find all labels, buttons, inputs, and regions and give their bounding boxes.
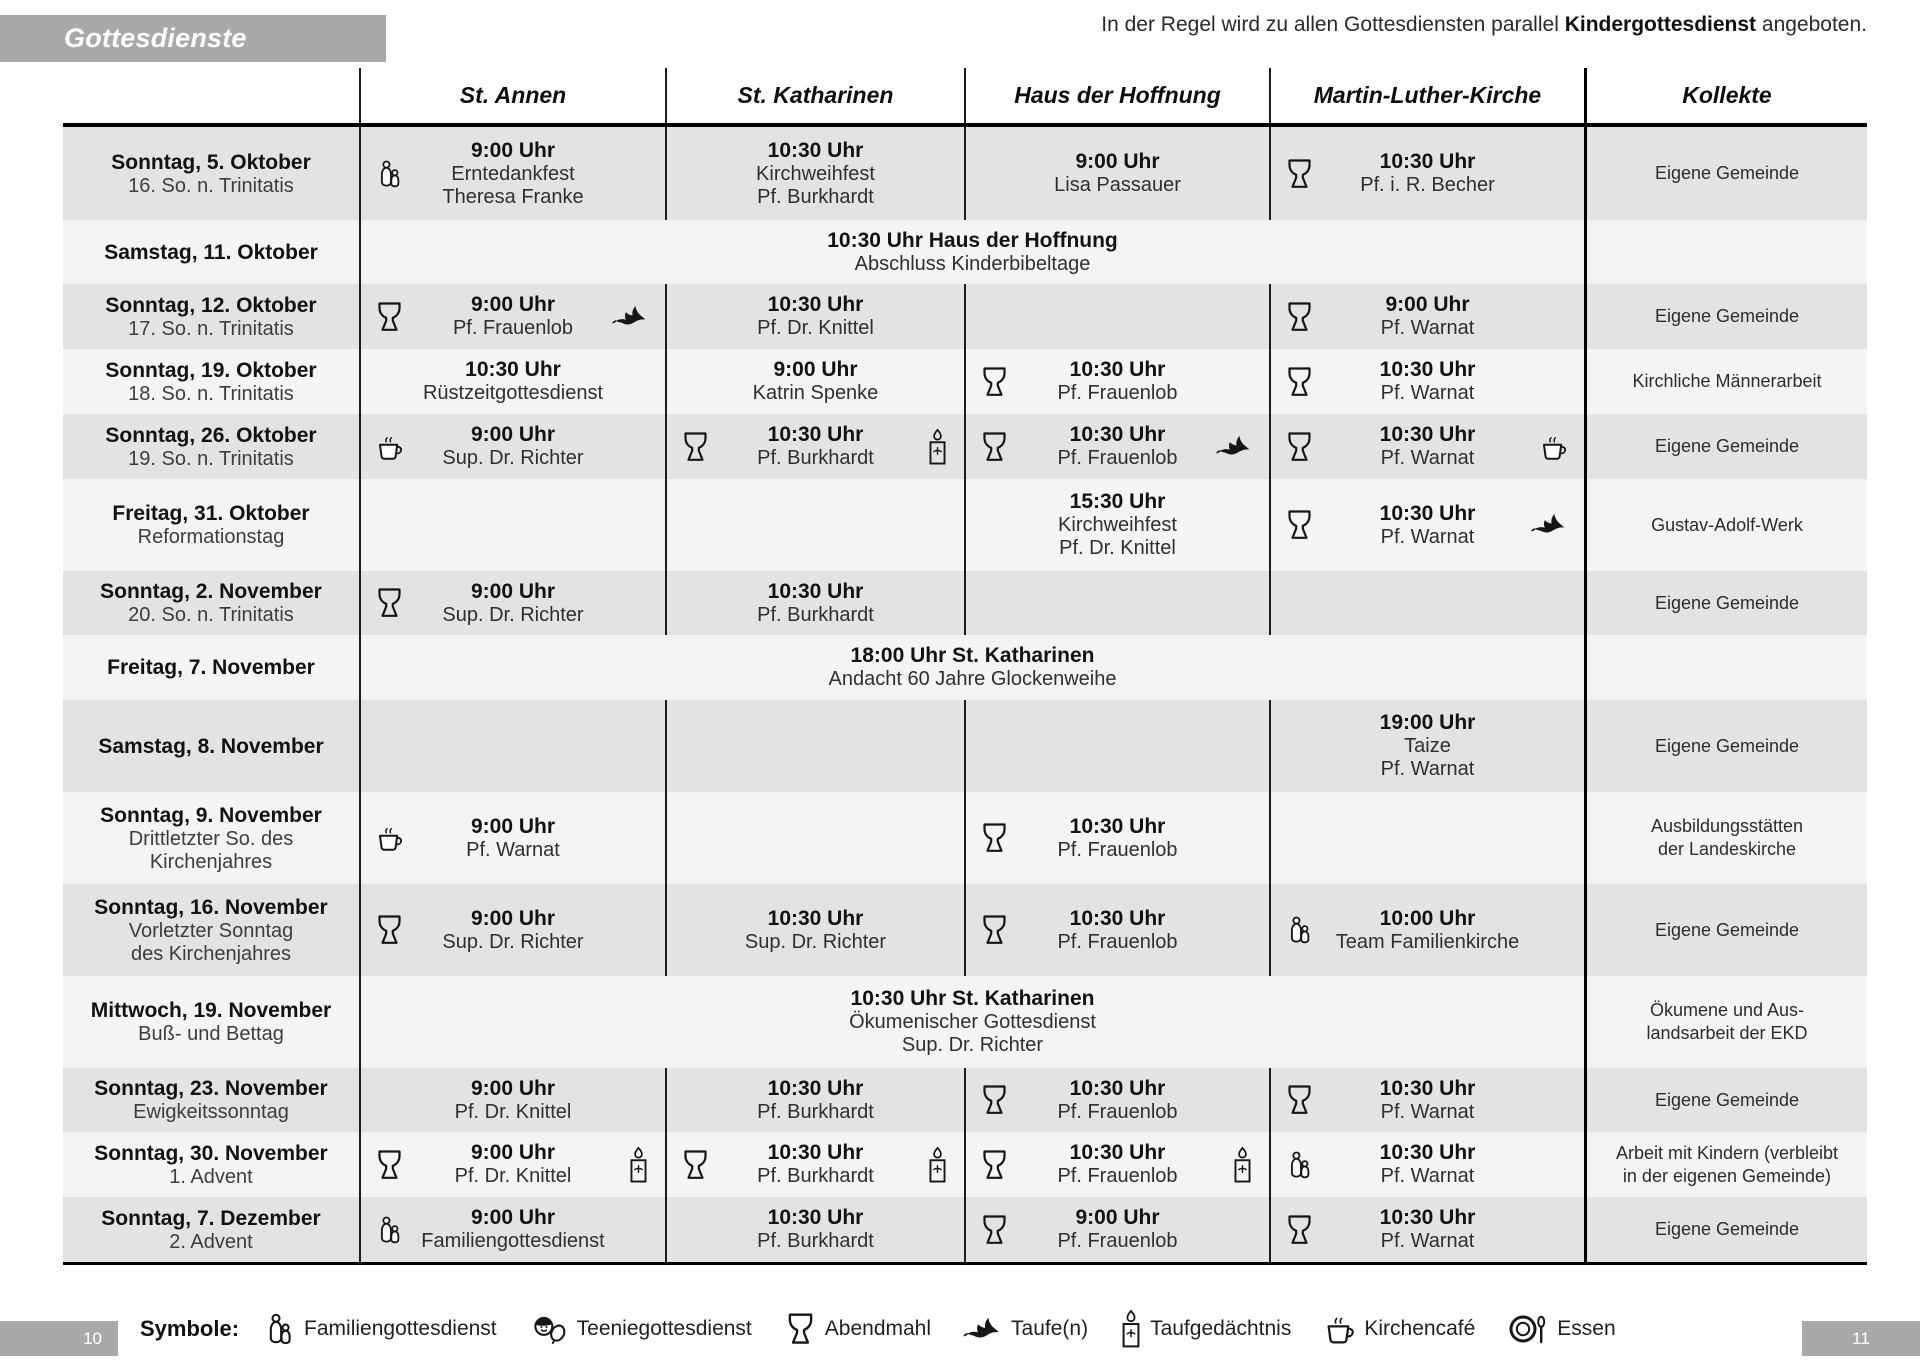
taufgedaechtnis-icon [628, 1146, 649, 1184]
cell-st-katharinen: 10:30 Uhr Kirchweihfest Pf. Burkhardt [665, 127, 964, 220]
cell-st-katharinen: 10:30 Uhr Pf. Burkhardt [665, 1132, 964, 1197]
kirchencafe-icon [1539, 431, 1568, 463]
page-number-right: 11 [1802, 1321, 1920, 1356]
date-cell: Freitag, 31. Oktober Reformationstag [112, 502, 310, 548]
table-row [63, 479, 1867, 571]
abendmahl-icon [980, 822, 1009, 854]
abendmahl-icon [980, 1084, 1009, 1116]
familiengottesdienst-icon [1285, 1149, 1314, 1181]
taufe-icon [963, 1314, 1003, 1345]
date-cell: Mittwoch, 19. November Buß- und Bettag [90, 999, 332, 1045]
cell-martin-luther-kirche: 10:30 Uhr Pf. Warnat [1269, 479, 1584, 571]
cell-st-annen: 9:00 Uhr Pf. Dr. Knittel [359, 1068, 665, 1132]
cell-haus-der-hoffnung: 10:30 Uhr Pf. Frauenlob [964, 1068, 1269, 1132]
taufgedaechtnis-icon [1120, 1309, 1142, 1349]
cell-st-katharinen: 10:30 Uhr Pf. Dr. Knittel [665, 284, 964, 349]
cell-span-all-churches: 10:30 Uhr Haus der Hoffnung Abschluss Kinderbibeltage [359, 220, 1584, 284]
kirchencafe-icon [375, 822, 404, 854]
legend-item: Kirchencafé [1323, 1312, 1475, 1346]
service-schedule-table [63, 68, 1867, 1265]
header-martin-luther-kirche: Martin-Luther-Kirche [1269, 68, 1584, 123]
header-kollekte: Kollekte [1584, 68, 1867, 123]
table-row [63, 414, 1867, 479]
page-number-left: 10 [0, 1321, 118, 1356]
date-cell: Freitag, 7. November [107, 656, 315, 679]
legend-item: Teeniegottesdienst [529, 1313, 752, 1346]
table-row [63, 1068, 1867, 1132]
cell-st-katharinen: 10:30 Uhr Pf. Burkhardt [665, 414, 964, 479]
symbol-legend [140, 1302, 1648, 1356]
abendmahl-icon [375, 1149, 404, 1181]
cell-st-annen [359, 479, 665, 571]
cell-haus-der-hoffnung: 15:30 Uhr Kirchweihfest Pf. Dr. Knittel [964, 479, 1269, 571]
cell-span-all-churches: 10:30 Uhr St. Katharinen Ökumenischer Gottesdienst Sup. Dr. Richter [359, 976, 1584, 1068]
cell-martin-luther-kirche [1269, 571, 1584, 635]
kirchencafe-icon [1323, 1312, 1356, 1346]
table-row [63, 1197, 1867, 1262]
cell-kollekte [1584, 220, 1867, 284]
cell-haus-der-hoffnung: 10:30 Uhr Pf. Frauenlob [964, 884, 1269, 976]
abendmahl-icon [1285, 431, 1314, 463]
cell-st-annen [359, 700, 665, 792]
abendmahl-icon [980, 431, 1009, 463]
cell-st-katharinen [665, 792, 964, 884]
date-cell: Sonntag, 16. November Vorletzter Sonntag des Kirchenjahres [94, 895, 328, 965]
cell-st-katharinen: 10:30 Uhr Pf. Burkhardt [665, 1068, 964, 1132]
cell-kollekte: Eigene Gemeinde [1584, 127, 1867, 220]
table-row-span [63, 220, 1867, 284]
cell-kollekte: Eigene Gemeinde [1584, 700, 1867, 792]
cell-martin-luther-kirche [1269, 792, 1584, 884]
date-cell: Sonntag, 9. November Drittletzter So. des Kirchenjahres [100, 803, 322, 873]
header-date-blank [63, 68, 359, 123]
table-row [63, 792, 1867, 884]
table-row [63, 700, 1867, 792]
header-st-annen: St. Annen [359, 68, 665, 123]
date-cell: Sonntag, 26. Oktober 19. So. n. Trinitatis [105, 423, 317, 470]
cell-st-annen: 9:00 Uhr Familiengottesdienst [359, 1197, 665, 1262]
cell-st-katharinen [665, 479, 964, 571]
abendmahl-icon [1285, 509, 1314, 541]
date-cell: Sonntag, 7. Dezember 2. Advent [101, 1206, 321, 1253]
cell-st-katharinen: 10:30 Uhr Pf. Burkhardt [665, 1197, 964, 1262]
cell-st-katharinen: 10:30 Uhr Sup. Dr. Richter [665, 884, 964, 976]
date-cell: Sonntag, 23. November Ewigkeitssonntag [94, 1077, 328, 1123]
cell-st-annen: 9:00 Uhr Pf. Warnat [359, 792, 665, 884]
teeniegottesdienst-icon [529, 1313, 569, 1346]
cell-st-annen: 9:00 Uhr Sup. Dr. Richter [359, 884, 665, 976]
cell-kollekte: Eigene Gemeinde [1584, 571, 1867, 635]
date-cell: Sonntag, 19. Oktober 18. So. n. Trinitatis [105, 358, 317, 405]
cell-kollekte: Arbeit mit Kindern (verbleibt in der eigenen Gemeinde) [1584, 1132, 1867, 1197]
legend-item: Abendmahl [784, 1312, 931, 1346]
cell-st-annen: 9:00 Uhr Sup. Dr. Richter [359, 571, 665, 635]
cell-haus-der-hoffnung [964, 700, 1269, 792]
cell-kollekte: Ausbildungsstätten der Landeskirche [1584, 792, 1867, 884]
abendmahl-icon [375, 914, 404, 946]
legend-item: Familiengottesdienst [263, 1312, 497, 1346]
taufgedaechtnis-icon [927, 428, 948, 466]
abendmahl-icon [980, 366, 1009, 398]
table-row [63, 284, 1867, 349]
taufe-icon [1216, 432, 1253, 461]
cell-kollekte: Eigene Gemeinde [1584, 414, 1867, 479]
header-st-katharinen: St. Katharinen [665, 68, 964, 123]
cell-st-annen: 9:00 Uhr Erntedankfest Theresa Franke [359, 127, 665, 220]
cell-martin-luther-kirche: 9:00 Uhr Pf. Warnat [1269, 284, 1584, 349]
date-cell: Sonntag, 5. Oktober 16. So. n. Trinitatis [111, 150, 311, 197]
cell-st-katharinen [665, 700, 964, 792]
page-title-text: Gottesdienste [64, 23, 247, 53]
cell-st-annen: 10:30 Uhr Rüstzeitgottesdienst [359, 349, 665, 414]
table-row-span [63, 635, 1867, 700]
date-cell: Sonntag, 12. Oktober 17. So. n. Trinitatis [105, 293, 317, 340]
cell-st-katharinen: 10:30 Uhr Pf. Burkhardt [665, 571, 964, 635]
date-cell: Samstag, 8. November [98, 734, 324, 758]
cell-span-all-churches: 18:00 Uhr St. Katharinen Andacht 60 Jahre Glockenweihe [359, 635, 1584, 700]
table-header-row [63, 68, 1867, 123]
familiengottesdienst-icon [375, 1214, 404, 1246]
abendmahl-icon [980, 1214, 1009, 1246]
cell-martin-luther-kirche: 10:30 Uhr Pf. Warnat [1269, 1197, 1584, 1262]
table-bottom-border [63, 1262, 1867, 1265]
taufe-icon [612, 302, 649, 331]
familiengottesdienst-icon [375, 158, 404, 190]
legend-item: Essen [1507, 1312, 1615, 1346]
cell-martin-luther-kirche: 10:30 Uhr Pf. Warnat [1269, 349, 1584, 414]
cell-kollekte: Eigene Gemeinde [1584, 884, 1867, 976]
cell-kollekte: Eigene Gemeinde [1584, 1197, 1867, 1262]
abendmahl-icon [1285, 1084, 1314, 1116]
date-cell: Sonntag, 30. November 1. Advent [94, 1141, 328, 1188]
cell-kollekte: Gustav-Adolf-Werk [1584, 479, 1867, 571]
abendmahl-icon [375, 587, 404, 619]
abendmahl-icon [375, 301, 404, 333]
cell-haus-der-hoffnung [964, 571, 1269, 635]
table-row [63, 571, 1867, 635]
date-cell: Samstag, 11. Oktober [104, 240, 318, 264]
cell-kollekte [1584, 635, 1867, 700]
cell-kollekte: Ökumene und Aus- landsarbeit der EKD [1584, 976, 1867, 1068]
taufgedaechtnis-icon [1232, 1146, 1253, 1184]
cell-martin-luther-kirche: 10:00 Uhr Team Familienkirche [1269, 884, 1584, 976]
taufe-icon [1531, 511, 1568, 540]
kindergottesdienst-note: In der Regel wird zu allen Gottesdiensten parallel Kindergottesdienst angeboten. [1101, 13, 1867, 36]
cell-kollekte: Kirchliche Männerarbeit [1584, 349, 1867, 414]
cell-haus-der-hoffnung: 10:30 Uhr Pf. Frauenlob [964, 792, 1269, 884]
abendmahl-icon [980, 1149, 1009, 1181]
cell-kollekte: Eigene Gemeinde [1584, 284, 1867, 349]
abendmahl-icon [1285, 366, 1314, 398]
header-haus-der-hoffnung: Haus der Hoffnung [964, 68, 1269, 123]
familiengottesdienst-icon [263, 1312, 296, 1346]
cell-martin-luther-kirche: 10:30 Uhr Pf. Warnat [1269, 1068, 1584, 1132]
abendmahl-icon [1285, 1214, 1314, 1246]
abendmahl-icon [980, 914, 1009, 946]
cell-st-katharinen: 9:00 Uhr Katrin Spenke [665, 349, 964, 414]
table-row [63, 349, 1867, 414]
cell-haus-der-hoffnung: 10:30 Uhr Pf. Frauenlob [964, 1132, 1269, 1197]
cell-st-annen: 9:00 Uhr Pf. Dr. Knittel [359, 1132, 665, 1197]
cell-haus-der-hoffnung: 10:30 Uhr Pf. Frauenlob [964, 349, 1269, 414]
cell-kollekte: Eigene Gemeinde [1584, 1068, 1867, 1132]
abendmahl-icon [784, 1312, 817, 1346]
table-row [63, 127, 1867, 220]
abendmahl-icon [1285, 301, 1314, 333]
legend-item: Taufe(n) [963, 1314, 1088, 1345]
abendmahl-icon [1285, 158, 1314, 190]
date-cell: Sonntag, 2. November 20. So. n. Trinitatis [100, 580, 322, 626]
cell-martin-luther-kirche: 10:30 Uhr Pf. Warnat [1269, 414, 1584, 479]
kirchencafe-icon [375, 431, 404, 463]
cell-haus-der-hoffnung [964, 284, 1269, 349]
legend-label: Symbole: [140, 1316, 240, 1341]
cell-haus-der-hoffnung: 10:30 Uhr Pf. Frauenlob [964, 414, 1269, 479]
cell-martin-luther-kirche: 10:30 Uhr Pf. i. R. Becher [1269, 127, 1584, 220]
cell-haus-der-hoffnung: 9:00 Uhr Pf. Frauenlob [964, 1197, 1269, 1262]
table-row [63, 1132, 1867, 1197]
cell-st-annen: 9:00 Uhr Sup. Dr. Richter [359, 414, 665, 479]
familiengottesdienst-icon [1285, 914, 1314, 946]
abendmahl-icon [681, 431, 710, 463]
taufgedaechtnis-icon [927, 1146, 948, 1184]
abendmahl-icon [681, 1149, 710, 1181]
table-row [63, 884, 1867, 976]
page-title [0, 15, 386, 62]
cell-martin-luther-kirche: 10:30 Uhr Pf. Warnat [1269, 1132, 1584, 1197]
essen-icon [1507, 1312, 1549, 1346]
legend-item: Taufgedächtnis [1120, 1309, 1291, 1349]
cell-martin-luther-kirche: 19:00 Uhr Taize Pf. Warnat [1269, 700, 1584, 792]
cell-st-annen: 9:00 Uhr Pf. Frauenlob [359, 284, 665, 349]
cell-haus-der-hoffnung: 9:00 Uhr Lisa Passauer [964, 127, 1269, 220]
table-row-span [63, 976, 1867, 1068]
